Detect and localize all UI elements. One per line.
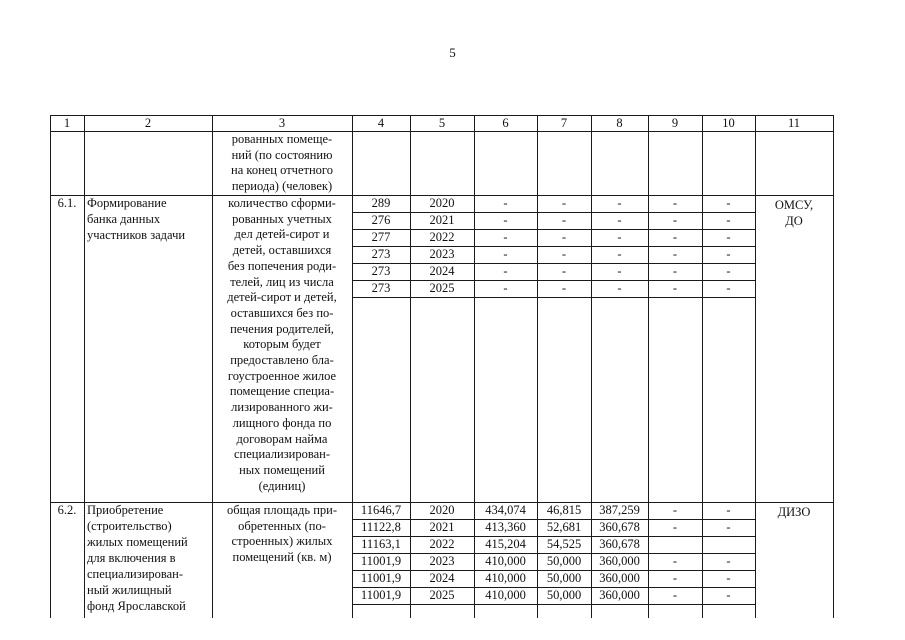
indicator-text-line: ных помещений (239, 462, 325, 477)
table-side-border (833, 115, 834, 618)
column-header-6: 6 (502, 116, 509, 130)
column-divider (702, 115, 703, 618)
year-cell-c6: 410,000 (485, 554, 526, 568)
year-cell-c7: 50,000 (546, 571, 582, 585)
year-cell-c6: - (503, 281, 508, 295)
year-cell-c8: - (617, 196, 622, 210)
year-cell-c4: 11001,9 (360, 588, 402, 602)
year-row-rule (352, 297, 756, 298)
year-cell-c8: 360,000 (599, 554, 640, 568)
year-cell-c7: 52,681 (546, 520, 582, 534)
year-cell-c4: 11646,7 (360, 503, 402, 517)
column-header-7: 7 (560, 116, 568, 130)
year-cell-c9: - (672, 213, 678, 227)
column-header-9: 9 (671, 116, 679, 130)
year-cell-c7: 46,815 (546, 503, 582, 517)
year-cell-c9: - (672, 230, 678, 244)
column-divider (648, 115, 649, 618)
task-text-line: специализирован- (87, 567, 184, 581)
year-cell-c10: - (726, 554, 731, 568)
year-cell-c6: - (503, 264, 508, 278)
year-cell-c7: - (561, 196, 567, 210)
indicator-text-line: ний (по состоянию (231, 147, 333, 162)
year-cell-c9: - (672, 571, 678, 585)
year-cell-c8: - (617, 230, 622, 244)
year-row-rule (352, 604, 756, 605)
indicator-text-line: договорам найма (236, 431, 328, 446)
year-cell-c10: - (726, 520, 731, 534)
year-cell-c6: 415,204 (485, 537, 526, 551)
responsible-text: ОМСУ, (774, 198, 814, 212)
column-header-2: 2 (144, 116, 152, 130)
year-cell-c5: 2024 (429, 264, 455, 278)
indicator-text-line: телей, лиц из числа (230, 274, 334, 289)
page-number: 5 (449, 45, 456, 60)
indicator-text-line: печения родителей, (230, 321, 334, 336)
year-cell-c10: - (726, 230, 731, 244)
year-cell-c10: - (726, 247, 731, 261)
indicator-text-line: рованных учетных (232, 211, 332, 226)
indicator-text-line: гоустроенное жилое (227, 368, 337, 383)
task-text-line: жилых помещений (87, 535, 188, 549)
indicator-text-line: общая площадь при- (227, 503, 337, 517)
year-cell-c5: 2022 (429, 230, 455, 244)
year-cell-c7: 50,000 (546, 554, 582, 568)
year-cell-c7: 50,000 (546, 588, 582, 602)
indicator-text-line: (единиц) (258, 478, 306, 493)
indicator-text-line: строенных) жилых (231, 534, 333, 549)
year-cell-c9: - (672, 196, 678, 210)
year-cell-c8: 360,678 (599, 537, 640, 551)
indicator-text-line: помещений (кв. м) (232, 550, 332, 565)
year-cell-c9: - (672, 281, 678, 295)
year-cell-c8: 360,678 (599, 520, 640, 534)
column-divider (84, 115, 85, 618)
indicator-text-line: специализирован- (233, 447, 330, 462)
year-cell-c6: 410,000 (485, 571, 526, 585)
year-cell-c10: - (726, 281, 731, 295)
year-cell-c8: 387,259 (599, 503, 640, 517)
task-text-line: фонд Ярославской (87, 599, 186, 613)
year-cell-c7: 54,525 (546, 537, 582, 551)
year-cell-c8: - (617, 264, 622, 278)
column-divider (755, 115, 756, 618)
year-cell-c10: - (726, 264, 731, 278)
indicator-text-line: лизированного жи- (231, 400, 333, 415)
year-cell-c6: - (503, 230, 508, 244)
year-cell-c7: - (561, 281, 567, 295)
indicator-text-line: детей-сирот и детей, (227, 290, 337, 305)
year-cell-c8: 360,000 (599, 588, 640, 602)
year-cell-c8: - (617, 247, 622, 261)
indicator-text-line: предоставлено бла- (230, 353, 334, 367)
year-cell-c6: 410,000 (485, 588, 526, 602)
indicator-text-line: обретенных (по- (238, 518, 326, 533)
indicator-text-line: оставшихся без по- (230, 305, 334, 320)
column-header-5: 5 (438, 116, 446, 130)
year-cell-c9: - (672, 264, 678, 278)
year-cell-c9: - (672, 554, 678, 568)
year-cell-c6: 413,360 (485, 520, 526, 534)
year-cell-c5: 2024 (429, 571, 455, 585)
column-header-4: 4 (377, 116, 385, 130)
year-cell-c6: 434,074 (485, 503, 526, 517)
column-header-8: 8 (616, 116, 623, 130)
task-text-line: Формирование (87, 196, 167, 210)
year-cell-c6: - (503, 213, 508, 227)
year-cell-c8: - (617, 213, 622, 227)
task-text-line: Приобретение (87, 503, 164, 517)
indicator-text-line: рованных помеще- (231, 132, 333, 146)
year-cell-c5: 2021 (429, 520, 455, 534)
column-header-1: 1 (63, 116, 71, 130)
year-cell-c5: 2025 (429, 281, 455, 295)
year-cell-c5: 2023 (429, 247, 455, 261)
year-cell-c5: 2022 (429, 537, 455, 551)
indicator-text-line: на конец отчетного (231, 163, 333, 177)
year-cell-c9: - (672, 247, 678, 261)
year-cell-c4: 11001,9 (360, 554, 402, 568)
indicator-text-line: помещение специа- (229, 384, 335, 399)
year-cell-c8: - (617, 281, 622, 295)
year-cell-c7: - (561, 213, 567, 227)
year-cell-c7: - (561, 247, 567, 261)
indicator-text-line: периода) (человек) (231, 178, 333, 193)
year-cell-c4: 273 (371, 264, 391, 278)
column-header-10: 10 (722, 116, 735, 130)
column-header-3: 3 (278, 116, 286, 130)
indicator-text-line: которым будет (243, 337, 321, 352)
indicator-text-line: без попечения роди- (227, 258, 337, 273)
year-cell-c10: - (726, 571, 731, 585)
year-cell-c6: - (503, 196, 508, 210)
year-cell-c10: - (726, 503, 731, 517)
year-cell-c5: 2025 (429, 588, 455, 602)
year-cell-c7: - (561, 230, 567, 244)
task-text-line: для включения в (87, 551, 176, 565)
year-cell-c9: - (672, 503, 678, 517)
year-cell-c4: 277 (371, 230, 391, 244)
task-text-line: участников задачи (87, 228, 186, 242)
year-cell-c8: 360,000 (599, 571, 640, 585)
task-text-line: банка данных (87, 212, 161, 226)
year-cell-c6: - (503, 247, 508, 261)
year-cell-c7: - (561, 264, 567, 278)
year-cell-c4: 11163,1 (361, 537, 401, 551)
task-text-line: (строительство) (87, 519, 172, 533)
responsible-text: ДИЗО (777, 505, 811, 519)
year-cell-c4: 11001,9 (360, 571, 402, 585)
year-cell-c4: 289 (371, 196, 391, 210)
indicator-text-line: количество сформи- (228, 196, 336, 210)
year-cell-c4: 273 (371, 247, 391, 261)
year-cell-c10: - (726, 196, 731, 210)
row-number: 6.1. (57, 196, 77, 210)
indicator-text-line: лищного фонда по (232, 415, 332, 430)
year-cell-c5: 2023 (429, 554, 455, 568)
year-cell-c4: 11122,8 (361, 520, 401, 534)
indicator-text-line: детей, оставшихся (232, 243, 332, 258)
year-cell-c10: - (726, 213, 731, 227)
table-side-border (50, 115, 51, 618)
year-cell-c5: 2021 (429, 213, 455, 227)
year-cell-c4: 276 (371, 213, 391, 227)
year-cell-c4: 273 (371, 281, 391, 295)
task-text-line: ный жилищный (87, 583, 172, 597)
responsible-text: ДО (785, 214, 803, 228)
row-number: 6.2. (57, 503, 77, 517)
year-cell-c9: - (672, 588, 678, 602)
year-cell-c5: 2020 (429, 503, 455, 517)
column-header-11: 11 (787, 116, 801, 130)
indicator-text-line: дел детей-сирот и (234, 227, 330, 242)
year-cell-c9: - (672, 520, 678, 534)
year-cell-c10: - (726, 588, 731, 602)
year-cell-c5: 2020 (429, 196, 455, 210)
